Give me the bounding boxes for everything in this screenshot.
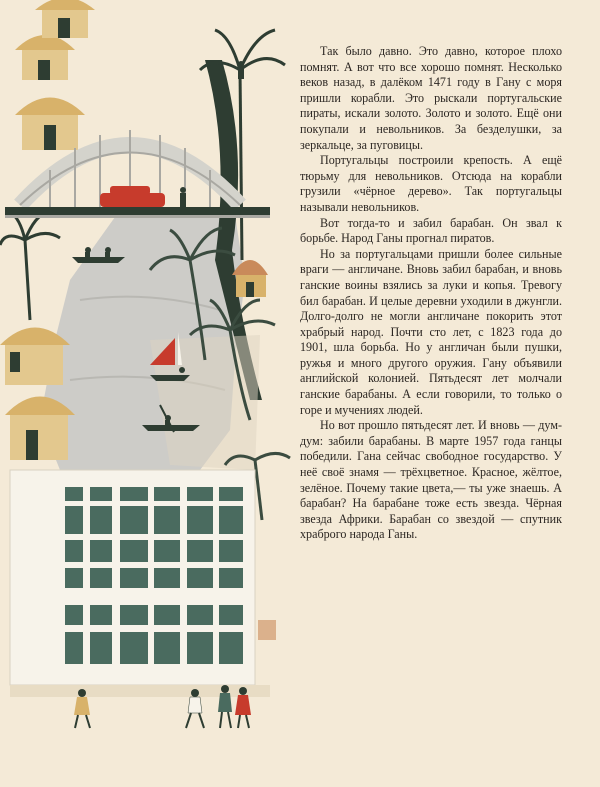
person-icon [238,61,244,79]
hut-icon [0,328,70,386]
hut-icon [35,0,95,38]
paragraph: Так было давно. Это давно, которое плохо помнят. А вот что все хорошо помнят. Несколько веков назад, в далёком 1471 году в Гану с моря пришли корабли. Это рыскали португальские пираты, искали золото. Золото и золото. Ещё они покупали и невольников. За безделушки, за зеркальце, за пуговицы. [300,44,562,152]
paragraph: Португальцы построили крепость. А ещё тюрьму для невольников. Отсюда на корабли грузили «чёрное дерево». Так португальцы называли невольников. [300,153,562,214]
paragraph: Но вот прошло пятьдесят лет. И вновь — дум-дум: забили барабаны. В марте 1957 года ганцы победили. Гана сейчас свободное государство. У неё своё знамя — трёхцветное. Красное, жёлтое, зелёное. Почему такие цвета,— ты уже знаешь. А барабан? На барабане тоже есть звезда. Чёрная звезда Африки. Барабан со звездой — спутник храброго народа Ганы. [300,418,562,542]
hut-icon [5,397,75,461]
paragraph: Вот тогда-то и забил барабан. Он звал к борьбе. Народ Ганы прогнал пиратов. [300,215,562,246]
paragraph: Но за португальцами пришли более сильные враги — англичане. Вновь забил барабан, и вновь ганские воины взялись за луки и копья. Тревогу бил барабан. И целые деревни уходили в джунгли. Долго-долго не могли англичане покорить этот храбрый народ. Почти сто лет, с 1823 года до 1901, шла борьба. Но у англичан были пушки, ружья и много другого оружия. Гану объявили английской колонией. Пятьдесят лет молчали ганские барабаны. А если говорили, то только о горе и мучениях людей. [300,246,562,417]
building-icon [10,470,276,685]
story-text [300,44,562,543]
person-icon [180,187,186,207]
